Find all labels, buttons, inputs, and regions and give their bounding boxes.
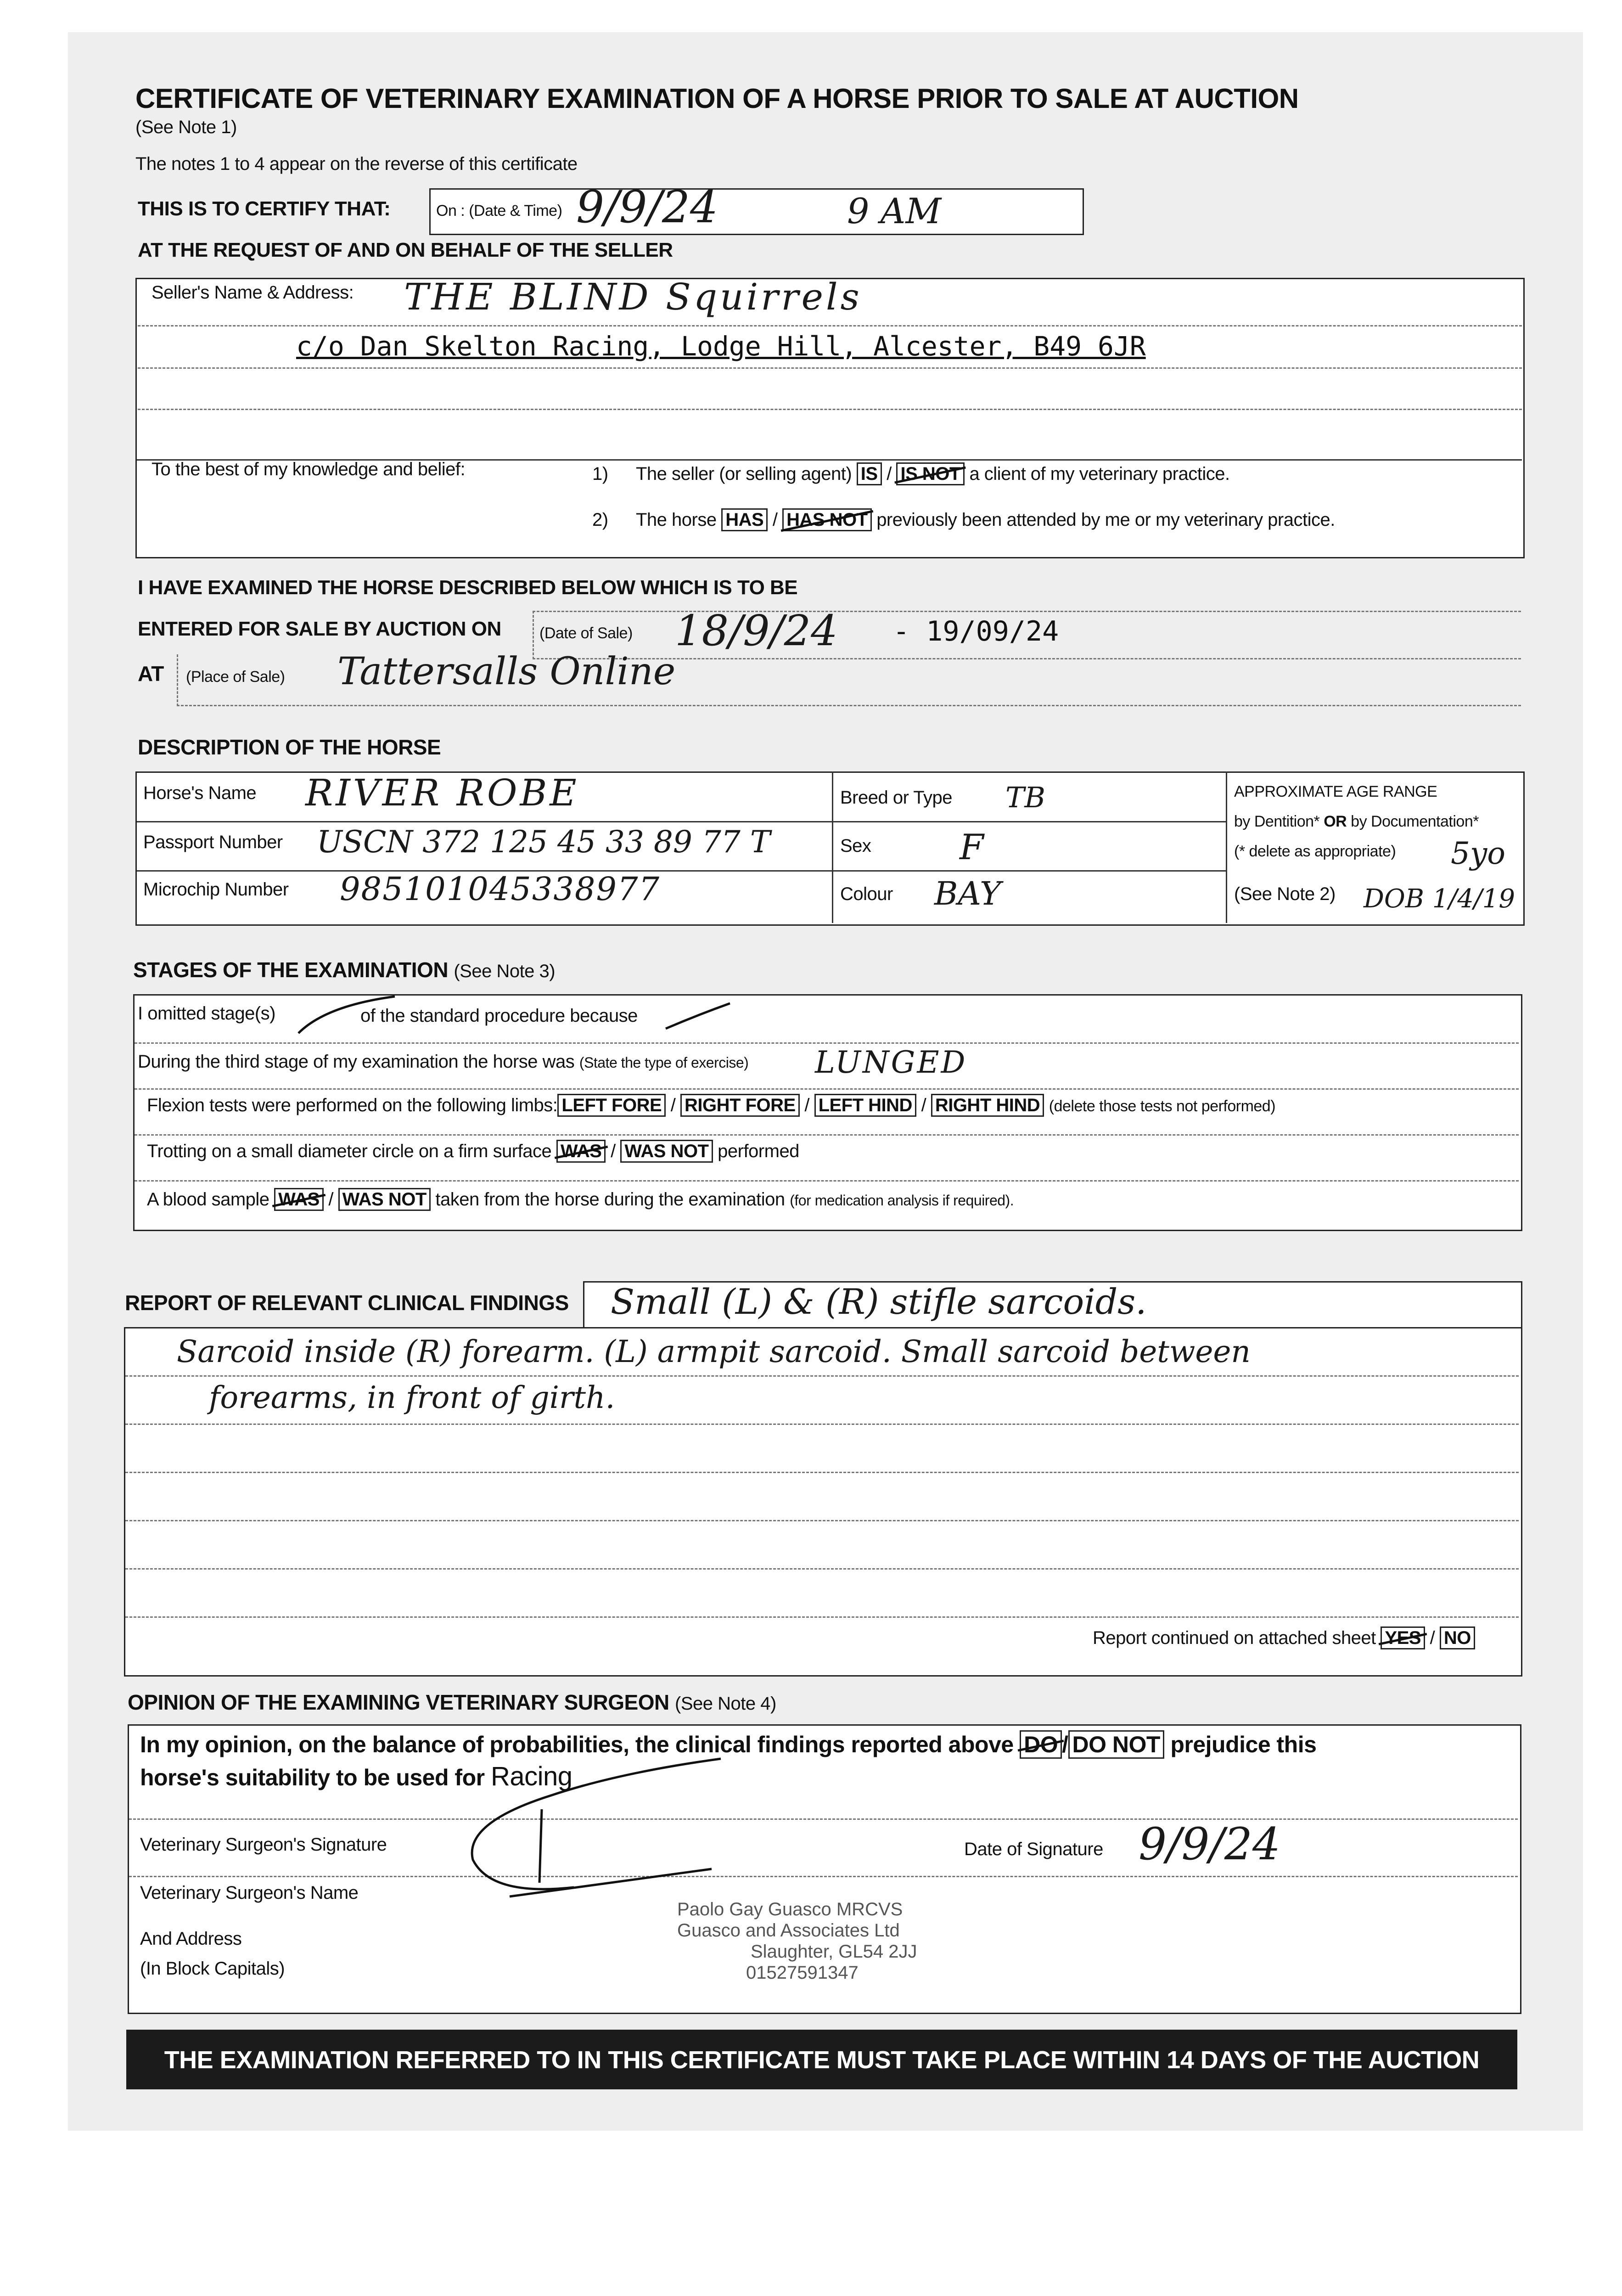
flexion-line xyxy=(147,1095,1275,1116)
omitted-pre: I omitted stage(s) xyxy=(138,1003,276,1024)
surgeon-name-label: Veterinary Surgeon's Name xyxy=(140,1883,359,1903)
request-label: AT THE REQUEST OF AND ON BEHALF OF THE SELLER xyxy=(138,239,673,261)
opinion-pre: In my opinion, on the balance of probabilities, the clinical findings reported above xyxy=(140,1732,1014,1757)
limb-right-fore[interactable]: RIGHT FORE xyxy=(680,1094,800,1117)
practice-stamp xyxy=(677,1899,917,1983)
microchip-value[interactable]: 985101045338977 xyxy=(340,870,661,908)
at-label: AT xyxy=(138,662,164,686)
stages-title xyxy=(133,957,555,982)
limb-sep-2: / xyxy=(804,1095,809,1115)
stages-line-2 xyxy=(135,1088,1519,1090)
item2-num: 2) xyxy=(592,510,608,530)
omitted-strikes xyxy=(285,992,744,1042)
seller-line-1 xyxy=(138,325,1522,326)
report-line-2 xyxy=(125,1424,1519,1425)
age-by-documentation[interactable]: by Documentation* xyxy=(1347,813,1479,830)
report-line-5 xyxy=(125,1568,1519,1570)
exam-time-value: 9 AM xyxy=(847,191,942,231)
limb-sep-1: / xyxy=(670,1095,676,1115)
report-line-1 xyxy=(125,1375,1519,1377)
signature-loop xyxy=(472,1759,721,1889)
see-note-1: (See Note 1) xyxy=(135,117,237,137)
trot-line: Trotting on a small diameter circle on a firm surface WAS / WAS NOT performed xyxy=(147,1141,799,1162)
sex-label: Sex xyxy=(840,836,871,856)
omitted-reason-stroke xyxy=(666,1003,730,1029)
sex-value[interactable]: F xyxy=(960,827,984,867)
colour-label: Colour xyxy=(840,884,893,904)
client-is-option[interactable]: IS xyxy=(857,462,882,485)
age-or: OR xyxy=(1324,813,1347,830)
continued-sep: / xyxy=(1430,1628,1435,1648)
certify-label: THIS IS TO CERTIFY THAT: xyxy=(138,197,391,220)
attended-sep: / xyxy=(772,510,778,530)
trot-was-not-option[interactable]: WAS NOT xyxy=(620,1140,713,1163)
attended-has-option[interactable]: HAS xyxy=(721,508,768,531)
attended-post: previously been attended by me or my veterinary practice. xyxy=(876,510,1335,530)
opinion-note: (See Note 4) xyxy=(675,1694,776,1714)
sale-place-label: (Place of Sale) xyxy=(186,668,285,686)
seller-name-value[interactable]: THE BLIND Squirrels xyxy=(404,276,862,318)
blood-line: A blood sample WAS / WAS NOT taken from the horse during the examination (for medication analysis if required). xyxy=(147,1189,1014,1210)
opinion-do-option[interactable]: DO xyxy=(1020,1730,1062,1759)
client-statement xyxy=(636,464,1230,484)
colour-value[interactable]: BAY xyxy=(934,875,1001,912)
report-line-2-text: Sarcoid inside (R) forearm. (L) armpit sarcoid. Small sarcoid between xyxy=(177,1334,1251,1369)
stages-note: (See Note 3) xyxy=(454,961,556,981)
stamp-line-4: 01527591347 xyxy=(746,1963,859,1983)
horse-row-div-1 xyxy=(137,821,1226,822)
signature-upstroke xyxy=(539,1809,542,1883)
third-stage-value[interactable]: LUNGED xyxy=(815,1045,967,1080)
microchip-label: Microchip Number xyxy=(143,879,289,900)
entered-label: ENTERED FOR SALE BY AUCTION ON xyxy=(138,618,501,640)
age-see-note: (See Note 2) xyxy=(1234,884,1336,904)
report-line-3-text: forearms, in front of girth. xyxy=(209,1380,615,1415)
flexion-pre: Flexion tests were performed on the following limbs: xyxy=(147,1095,558,1115)
sale-date-handwritten: 18/9/24 xyxy=(675,606,838,655)
opinion-line-1 xyxy=(129,1818,1518,1820)
trot-pre: Trotting on a small diameter circle on a firm surface xyxy=(147,1141,552,1161)
age-method xyxy=(1234,813,1479,831)
suitability-pre: horse's suitability to be used for xyxy=(140,1765,485,1790)
report-line-3 xyxy=(125,1472,1519,1473)
blood-small: (for medication analysis if required). xyxy=(790,1192,1014,1209)
continued-yes-option[interactable]: YES xyxy=(1381,1626,1425,1649)
blood-was-option[interactable]: WAS xyxy=(274,1188,324,1211)
age-by-dentition[interactable]: by Dentition* xyxy=(1234,813,1324,830)
examined-label: I HAVE EXAMINED THE HORSE DESCRIBED BELOW WHICH IS TO BE xyxy=(138,576,798,599)
attended-pre: The horse xyxy=(636,510,717,530)
sale-date-typed: - 19/09/24 xyxy=(893,615,1059,647)
opinion-do-not-option[interactable]: DO NOT xyxy=(1068,1730,1164,1759)
sale-date-label: (Date of Sale) xyxy=(539,625,633,642)
continued-line xyxy=(1093,1628,1475,1649)
sale-place-value: Tattersalls Online xyxy=(337,650,676,693)
stages-line-1 xyxy=(135,1042,1519,1044)
opinion-title-text: OPINION OF THE EXAMINING VETERINARY SURGEON xyxy=(128,1690,669,1714)
trot-was-option[interactable]: WAS xyxy=(556,1140,606,1163)
age-value[interactable]: 5yo xyxy=(1451,836,1506,871)
passport-value[interactable]: USCN 372 125 45 33 89 77 T xyxy=(317,824,770,860)
blood-was-not-option[interactable]: WAS NOT xyxy=(338,1188,431,1211)
date-sig-label: Date of Signature xyxy=(964,1839,1103,1859)
attended-statement xyxy=(636,510,1335,530)
age-delete-note: (* delete as appropriate) xyxy=(1234,843,1396,860)
exam-date-value: 9/9/24 xyxy=(576,181,718,233)
horse-col-div-1 xyxy=(832,771,833,923)
attended-has-not-option[interactable]: HAS NOT xyxy=(782,508,872,531)
date-sig-value[interactable]: 9/9/24 xyxy=(1139,1818,1280,1870)
limb-left-hind[interactable]: LEFT HIND xyxy=(814,1094,916,1117)
blood-pre: A blood sample xyxy=(147,1189,269,1210)
seller-address-value[interactable]: c/o Dan Skelton Racing, Lodge Hill, Alcester, B49 6JR xyxy=(296,331,1146,362)
horse-name-value[interactable]: RIVER ROBE xyxy=(305,771,579,814)
blood-post: taken from the horse during the examination xyxy=(435,1189,785,1210)
seller-line-2 xyxy=(138,367,1522,369)
report-line-4 xyxy=(125,1520,1519,1521)
trot-post: performed xyxy=(718,1141,799,1161)
dob-value[interactable]: DOB 1/4/19 xyxy=(1364,884,1515,914)
footer-banner-text: THE EXAMINATION REFERRED TO IN THIS CERTIFICATE MUST TAKE PLACE WITHIN 14 DAYS OF THE AUCTION xyxy=(164,2046,1480,2074)
client-is-not-option[interactable]: IS NOT xyxy=(896,462,964,485)
belief-label: To the best of my knowledge and belief: xyxy=(152,459,466,479)
opinion-title xyxy=(128,1690,776,1715)
report-line-1-text: Small (L) & (R) stifle sarcoids. xyxy=(611,1281,1147,1322)
on-date-label: On : (Date & Time) xyxy=(436,202,562,219)
stamp-line-3: Slaughter, GL54 2JJ xyxy=(751,1941,917,1962)
continued-label: Report continued on attached sheet xyxy=(1093,1628,1376,1648)
limb-right-hind[interactable]: RIGHT HIND xyxy=(931,1094,1044,1117)
opinion-post: prejudice this xyxy=(1170,1732,1317,1757)
third-small: (State the type of exercise) xyxy=(579,1054,749,1071)
opinion-sep: / xyxy=(1062,1732,1068,1757)
flexion-post: (delete those tests not performed) xyxy=(1049,1097,1276,1115)
client-pre: The seller (or selling agent) xyxy=(636,464,852,484)
horse-name-label: Horse's Name xyxy=(143,783,257,803)
horse-col-div-2 xyxy=(1226,771,1227,923)
seller-line-3 xyxy=(138,409,1522,410)
stages-line-4 xyxy=(135,1180,1519,1182)
third-stage-line xyxy=(138,1052,748,1072)
horse-row-div-2 xyxy=(137,870,1226,872)
signature-label: Veterinary Surgeon's Signature xyxy=(140,1835,387,1855)
stages-title-text: STAGES OF THE EXAMINATION xyxy=(133,958,449,982)
address-label: And Address xyxy=(140,1929,242,1949)
third-pre: During the third stage of my examination the horse was xyxy=(138,1052,575,1072)
horse-section-title: DESCRIPTION OF THE HORSE xyxy=(138,735,441,759)
stamp-line-1: Paolo Gay Guasco MRCVS xyxy=(677,1899,903,1919)
seller-name-label: Seller's Name & Address: xyxy=(152,282,354,303)
breed-value[interactable]: TB xyxy=(1005,781,1045,814)
continued-no-option[interactable]: NO xyxy=(1440,1626,1475,1649)
limb-left-fore[interactable]: LEFT FORE xyxy=(557,1094,666,1117)
omitted-mid: of the standard procedure because xyxy=(360,1006,638,1026)
opinion-line-2 xyxy=(129,1876,1518,1877)
block-caps-label: (In Block Capitals) xyxy=(140,1958,285,1979)
surgeon-signature xyxy=(436,1745,735,1910)
client-post: a client of my veterinary practice. xyxy=(969,464,1230,484)
omitted-stage-stroke xyxy=(298,996,395,1033)
item1-num: 1) xyxy=(592,464,608,484)
passport-label: Passport Number xyxy=(143,832,283,852)
report-line-6 xyxy=(125,1616,1519,1618)
age-title: APPROXIMATE AGE RANGE xyxy=(1234,783,1437,800)
client-sep: / xyxy=(887,464,892,484)
certificate-title: CERTIFICATE OF VETERINARY EXAMINATION OF A HORSE PRIOR TO SALE AT AUCTION xyxy=(135,83,1299,114)
suitability-use-value[interactable]: Racing xyxy=(490,1761,572,1791)
notes-line: The notes 1 to 4 appear on the reverse of this certificate xyxy=(135,154,578,174)
report-title: REPORT OF RELEVANT CLINICAL FINDINGS xyxy=(125,1291,569,1315)
breed-label: Breed or Type xyxy=(840,788,953,808)
limb-sep-3: / xyxy=(921,1095,926,1115)
stages-line-3 xyxy=(135,1134,1519,1136)
stamp-line-2: Guasco and Associates Ltd xyxy=(677,1920,900,1941)
